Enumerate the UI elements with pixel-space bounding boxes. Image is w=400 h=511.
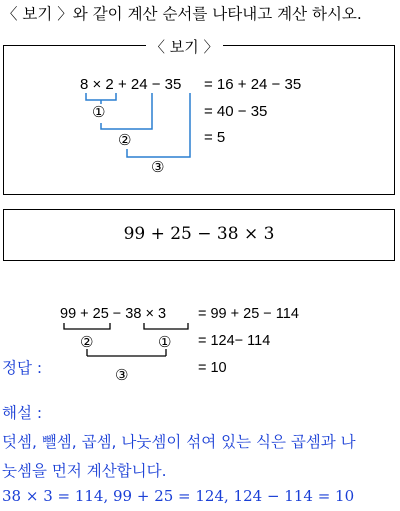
- example-step3: = 5: [204, 129, 226, 146]
- answer-label: 정답 :: [2, 359, 43, 377]
- bracket-2: [101, 93, 152, 129]
- answer-step2: = 124− 114: [198, 333, 271, 349]
- bracket-3: [127, 93, 190, 157]
- explanation-line3: 38 × 3 = 114, 99 + 25 = 124, 124 − 114 = 10: [2, 487, 355, 505]
- example-marker-2: ②: [118, 131, 132, 149]
- question-text: 〈 보기 〉와 같이 계산 순서를 나타내고 계산 하시오.: [2, 5, 362, 23]
- bracket-1: [86, 93, 116, 100]
- answer-brackets: [0, 300, 400, 390]
- example-step1: = 16 + 24 − 35: [204, 76, 302, 93]
- example-expression: 8 × 2 + 24 − 35: [80, 76, 182, 93]
- bracket-answer-2: [64, 323, 110, 329]
- explanation-label: 해설 :: [2, 404, 43, 422]
- answer-marker-3: ③: [115, 366, 129, 384]
- answer-expression: 99 + 25 − 38 × 3: [60, 306, 167, 322]
- example-marker-1: ①: [92, 103, 106, 121]
- example-marker-3: ③: [151, 158, 165, 176]
- answer-step3: = 10: [198, 360, 227, 376]
- answer-step1: = 99 + 25 − 114: [198, 306, 299, 322]
- answer-marker-2: ②: [80, 333, 94, 351]
- example-step2: = 40 − 35: [204, 103, 268, 120]
- answer-marker-1: ①: [158, 333, 172, 351]
- explanation-line2: 눗셈을 먼저 계산합니다.: [2, 462, 167, 480]
- example-brackets: [0, 0, 400, 200]
- explanation-line1: 덧셈, 뺄셈, 곱셈, 나눗셈이 섞여 있는 식은 곱셈과 나: [2, 433, 356, 451]
- example-title: 〈 보기 〉: [146, 36, 223, 57]
- bracket-answer-1: [144, 323, 188, 329]
- problem-expression: 99 + 25 − 38 × 3: [123, 224, 275, 244]
